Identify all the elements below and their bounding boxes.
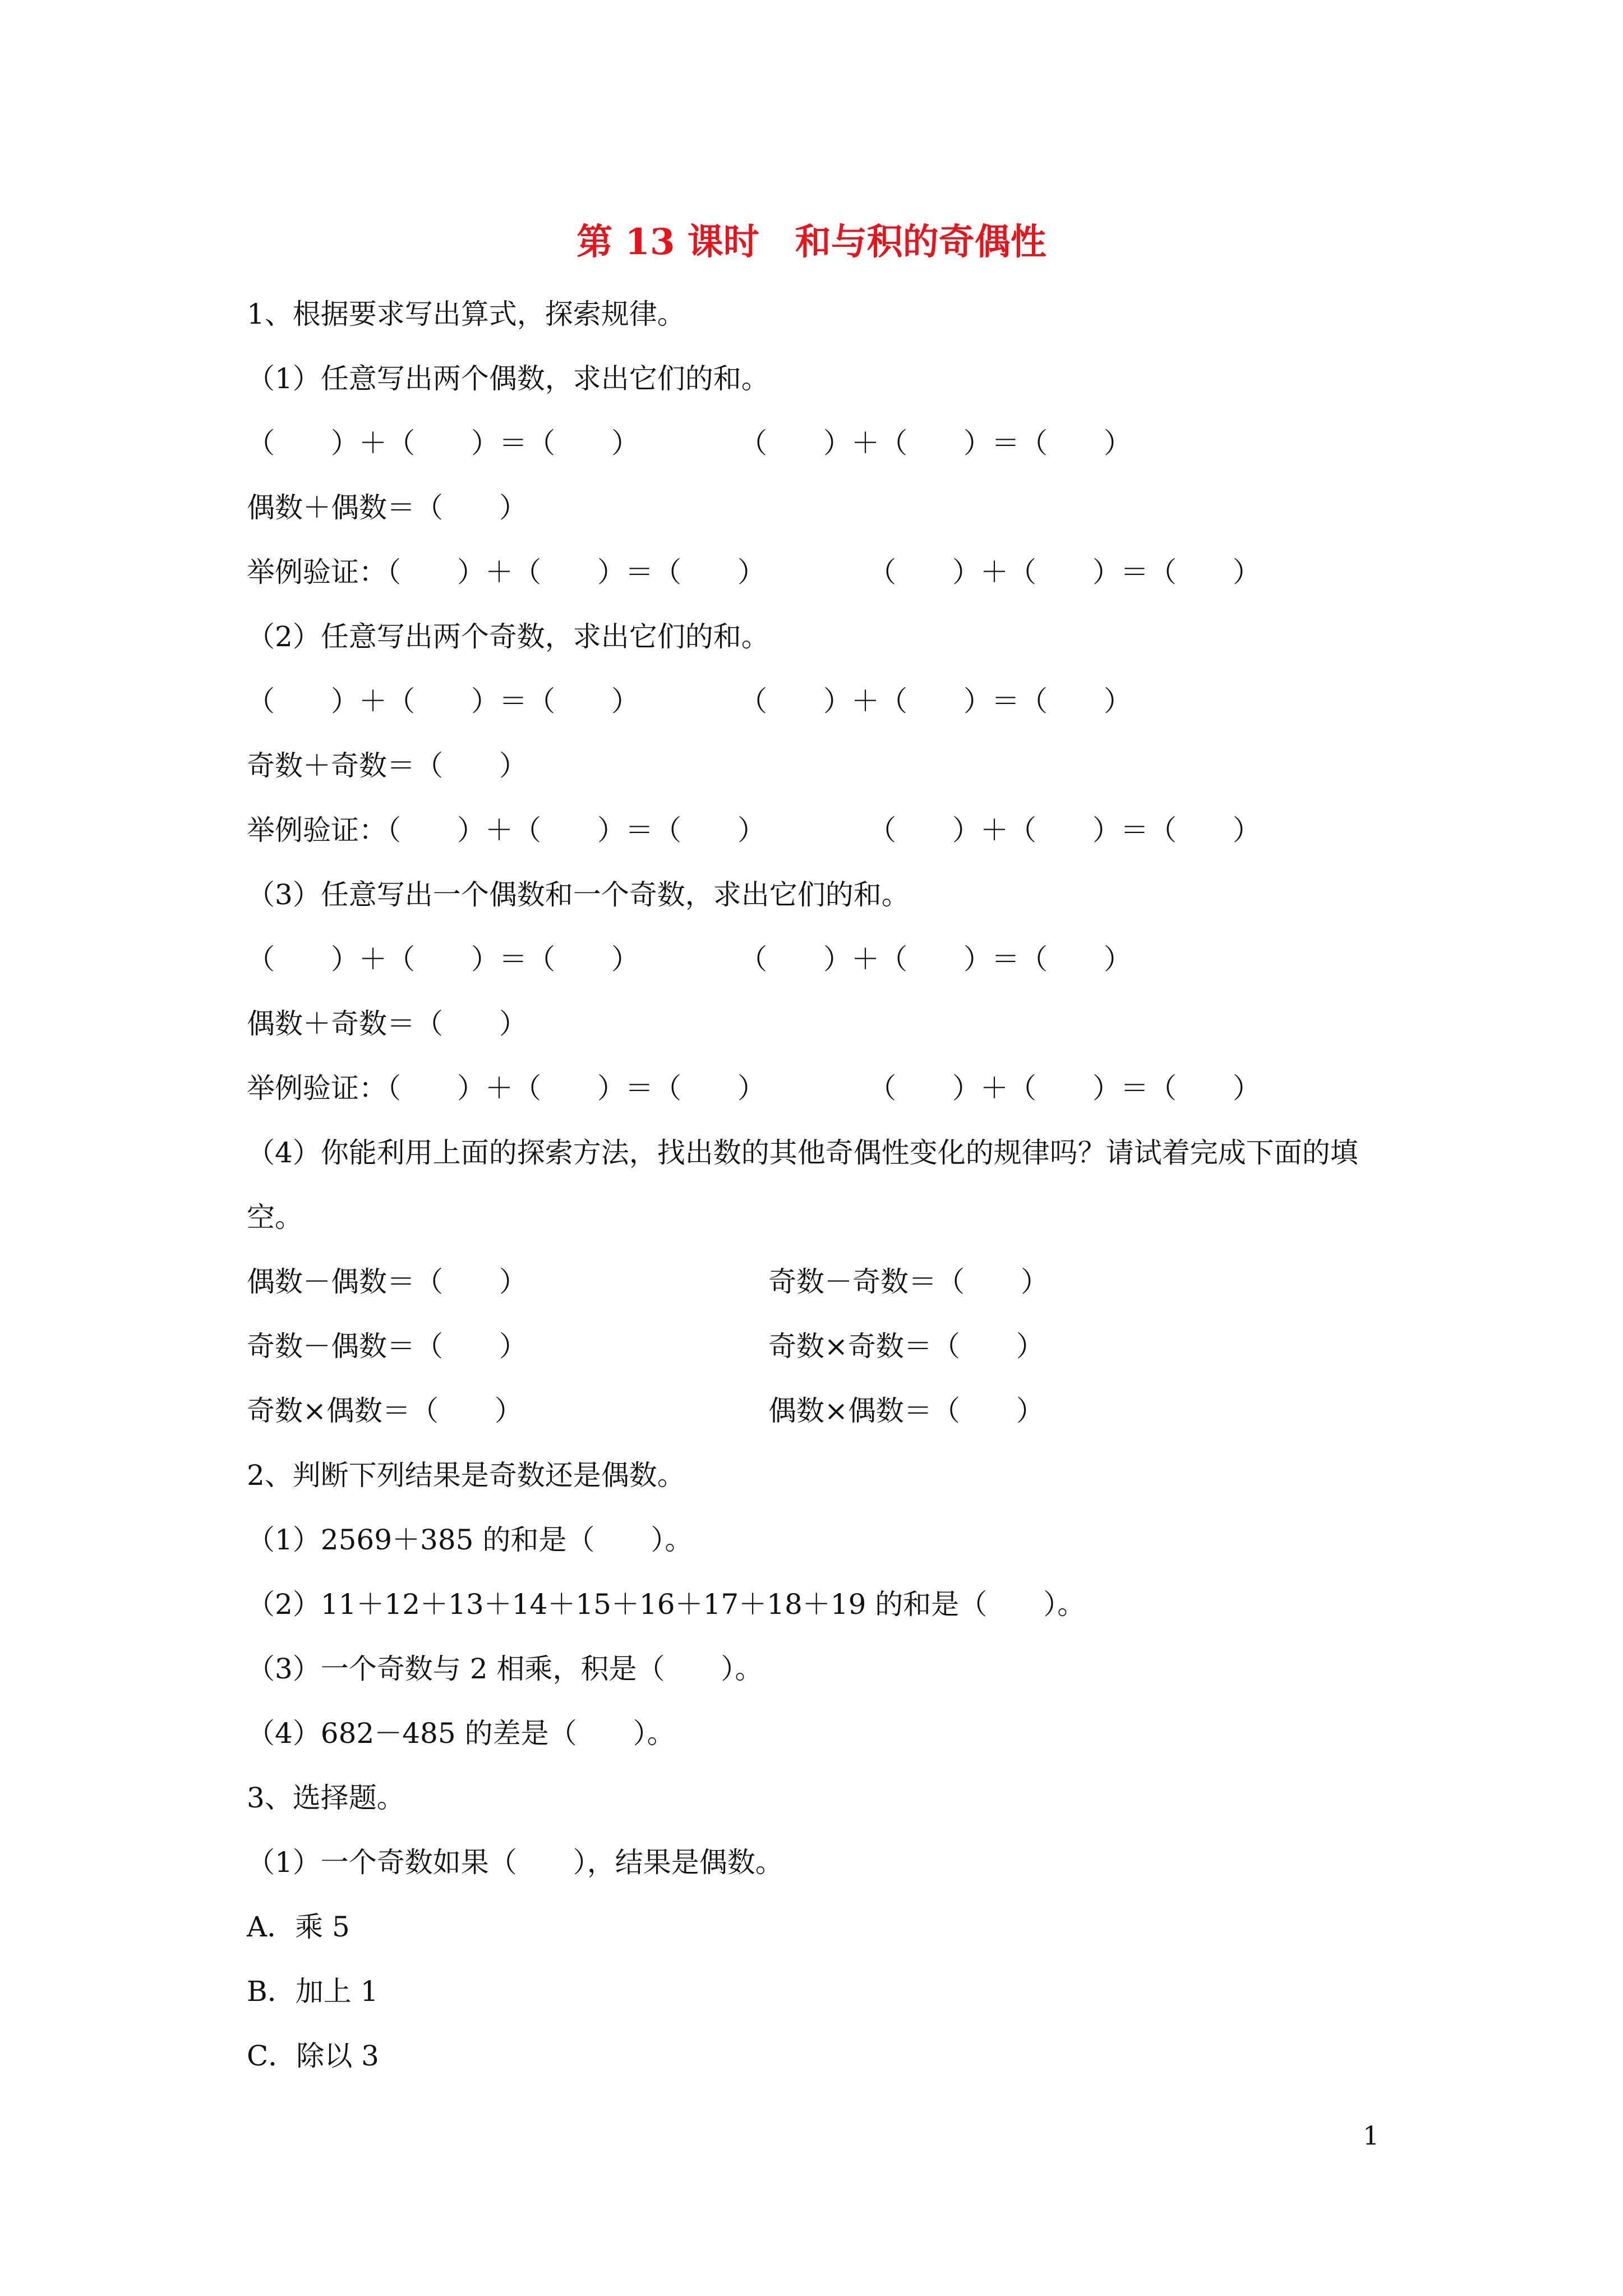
q1-p1-blank-row-right: （ ）＋（ ）＝（ ） — [739, 427, 1132, 459]
q2-item: （3）一个奇数与 2 相乘，积是（ ）。 — [247, 1653, 763, 1685]
q1-p4-rule-left: 奇数×偶数＝（ ） — [247, 1395, 523, 1427]
q3-option-a: A．乘 5 — [247, 1911, 350, 1943]
q2-item: （2）11＋12＋13＋14＋15＋16＋17＋18＋19 的和是（ ）。 — [247, 1588, 1086, 1621]
q2-heading: 2、判断下列结果是奇数还是偶数。 — [247, 1459, 685, 1492]
q1-p1-verify-left: 举例验证：（ ）＋（ ）＝（ ） — [247, 556, 766, 588]
q1-p1-rule: 偶数＋偶数＝（ ） — [247, 491, 527, 524]
q1-p4-rule-right: 偶数×偶数＝（ ） — [768, 1395, 1044, 1427]
q1-p2-verify-right: （ ）＋（ ）＝（ ） — [868, 814, 1261, 846]
q1-p2-verify-left: 举例验证：（ ）＋（ ）＝（ ） — [247, 814, 766, 846]
q1-p3-verify-right: （ ）＋（ ）＝（ ） — [868, 1072, 1261, 1105]
q1-p1-prompt: （1）任意写出两个偶数，求出它们的和。 — [247, 362, 769, 395]
q1-heading: 1、根据要求写出算式，探索规律。 — [247, 298, 685, 330]
q1-p4-prompt-line1: （4）你能利用上面的探索方法，找出数的其他奇偶性变化的规律吗？请试着完成下面的填 — [247, 1137, 1358, 1169]
q1-p4-rule-right: 奇数－奇数＝（ ） — [768, 1266, 1049, 1298]
q1-p3-blank-row-left: （ ）＋（ ）＝（ ） — [247, 943, 639, 976]
q1-p2-prompt: （2）任意写出两个奇数，求出它们的和。 — [247, 620, 769, 653]
q3-option-c: C．除以 3 — [247, 2040, 379, 2072]
q1-p4-prompt-line2: 空。 — [247, 1201, 303, 1234]
q1-p2-blank-row-right: （ ）＋（ ）＝（ ） — [739, 685, 1132, 717]
q1-p1-blank-row-left: （ ）＋（ ）＝（ ） — [247, 427, 639, 459]
page-number: 1 — [1363, 2120, 1380, 2151]
q1-p3-rule: 偶数＋奇数＝（ ） — [247, 1007, 527, 1040]
q3-heading: 3、选择题。 — [247, 1782, 405, 1814]
q1-p4-rule-left: 奇数－偶数＝（ ） — [247, 1330, 527, 1363]
q1-p4-rule-left: 偶数－偶数＝（ ） — [247, 1266, 527, 1298]
q1-p2-blank-row-left: （ ）＋（ ）＝（ ） — [247, 685, 639, 717]
q1-p4-rule-right: 奇数×奇数＝（ ） — [768, 1330, 1044, 1363]
q1-p2-rule: 奇数＋奇数＝（ ） — [247, 749, 527, 782]
q1-p3-verify-left: 举例验证：（ ）＋（ ）＝（ ） — [247, 1072, 766, 1105]
q1-p1-verify-right: （ ）＋（ ）＝（ ） — [868, 556, 1261, 588]
q2-item: （1）2569＋385 的和是（ ）。 — [247, 1524, 693, 1556]
q1-p3-blank-row-right: （ ）＋（ ）＝（ ） — [739, 943, 1132, 976]
page-title: 第 13 课时 和与积的奇偶性 — [577, 221, 1046, 263]
q1-p3-prompt: （3）任意写出一个偶数和一个奇数，求出它们的和。 — [247, 878, 910, 911]
q3-option-b: B．加上 1 — [247, 1975, 379, 2008]
q2-item: （4）682－485 的差是（ ）。 — [247, 1717, 675, 1750]
q3-item1: （1）一个奇数如果（ ），结果是偶数。 — [247, 1846, 783, 1879]
